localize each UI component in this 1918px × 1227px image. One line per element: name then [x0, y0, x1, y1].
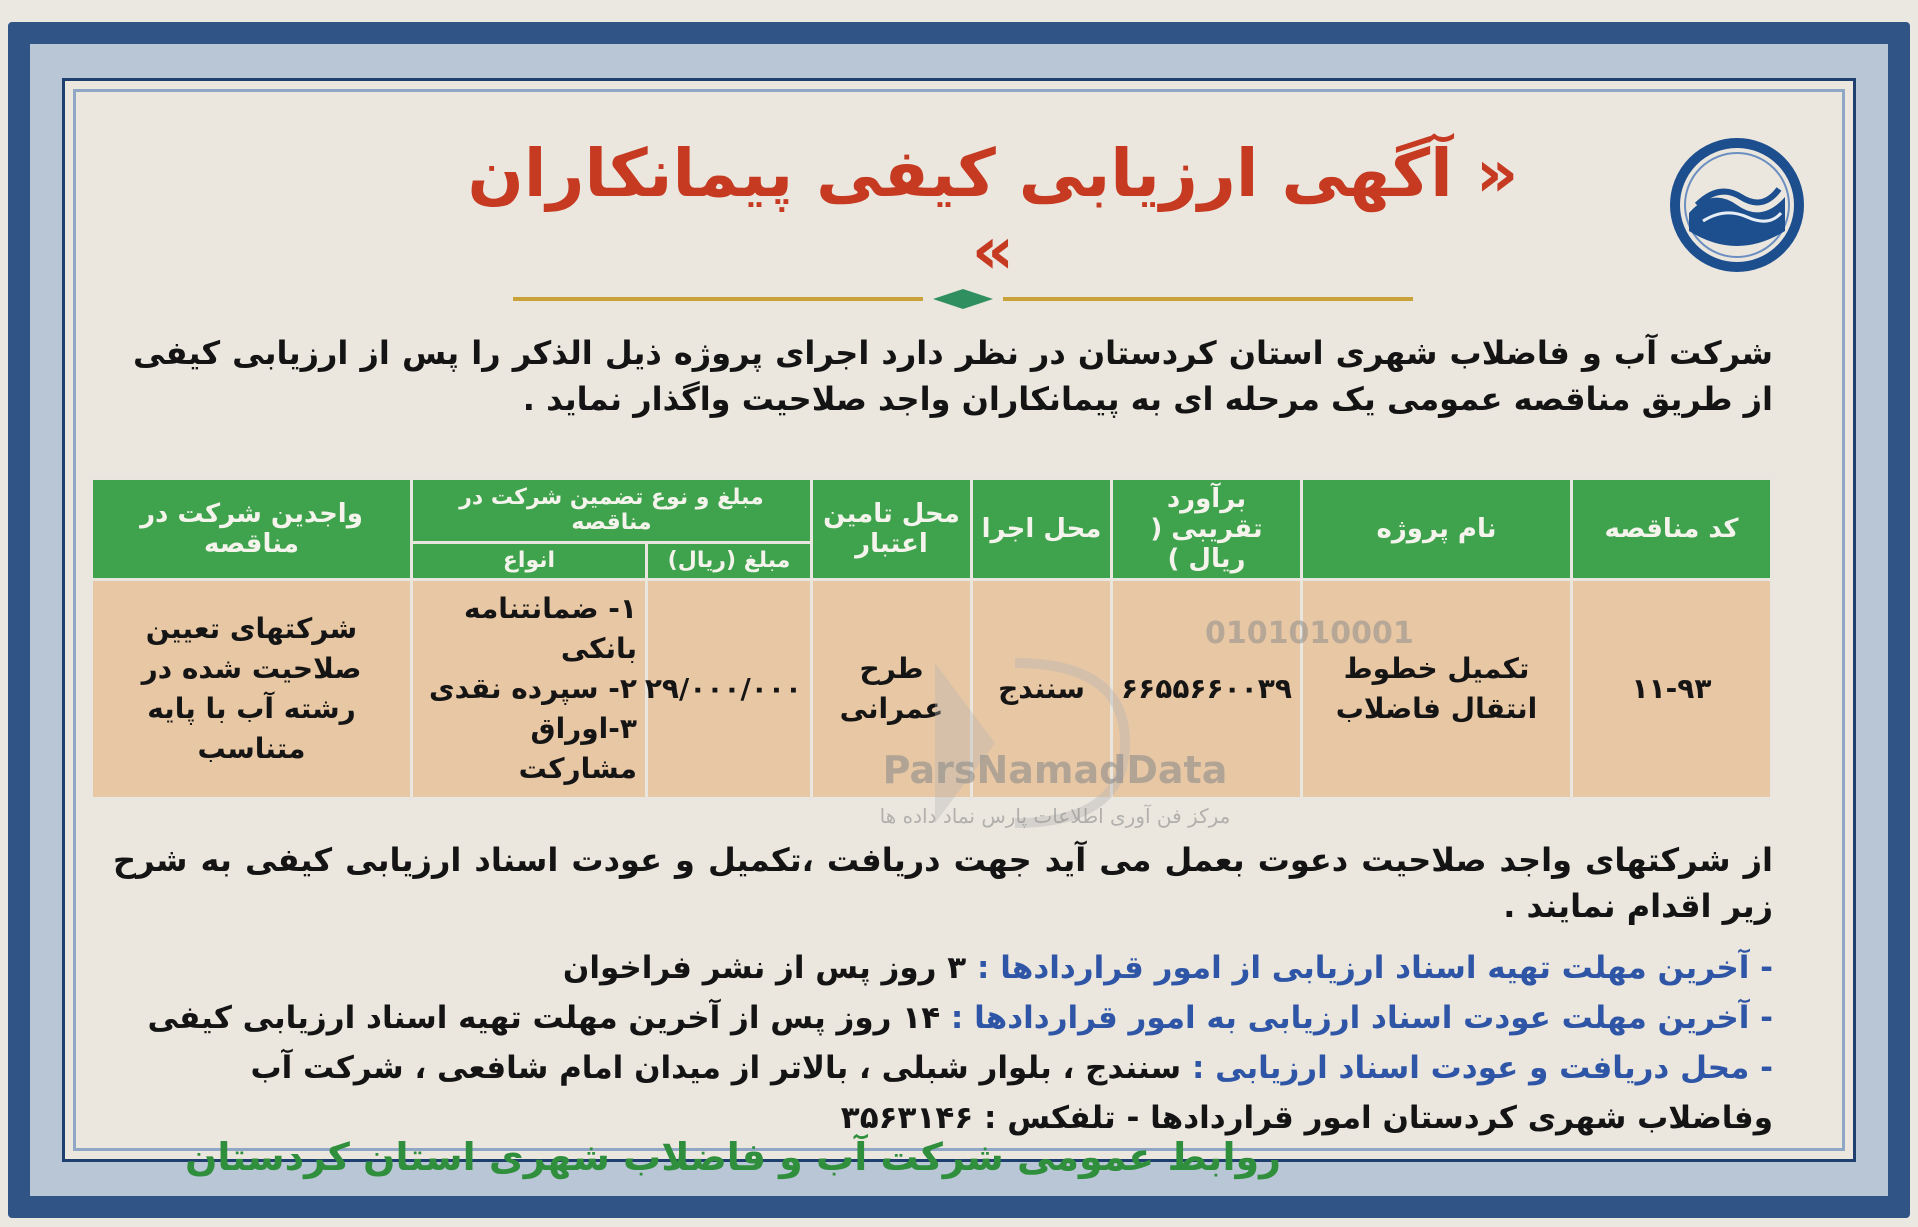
cell-estimate: ۶۶۵۵۶۶۰۰۳۹ — [1112, 580, 1302, 799]
list-item — [113, 943, 1773, 993]
item-value: سنندج ، بلوار شبلی ، بالاتر از میدان امام شافعی ، شرکت آب وفاضلاب شهری کردستان امور قراردادها - تلفکس : ۳۵۶۳۱۴۶ — [250, 1050, 1773, 1136]
table-row — [92, 580, 1772, 799]
cell-amount: ۲۹/۰۰۰/۰۰۰ — [647, 580, 812, 799]
guarantee-type-2: ۲- سپرده نقدی — [429, 672, 637, 705]
tender-table — [90, 477, 1773, 800]
inner-frame — [62, 78, 1856, 1179]
outer-frame — [8, 22, 1910, 1218]
item-label: - محل دریافت و عودت اسناد ارزیابی : — [1191, 1050, 1773, 1086]
list-item — [113, 993, 1773, 1043]
item-label: - آخرین مهلت تهیه اسناد ارزیابی از امور قراردادها : — [977, 950, 1773, 986]
header-types: انواع — [412, 542, 647, 580]
header-eligible: واجدین شرکت در مناقصه — [92, 479, 412, 580]
item-value: ۳ روز پس از نشر فراخوان — [562, 950, 977, 986]
item-value: ۱۴ روز پس از آخرین مهلت تهیه اسناد ارزیابی کیفی — [147, 1000, 951, 1036]
cell-project: تکمیل خطوط انتقال فاضلاب — [1302, 580, 1572, 799]
cell-funding: طرح عمرانی — [812, 580, 972, 799]
cell-types — [412, 580, 647, 799]
list-item — [113, 1043, 1773, 1143]
watermark-tagline: مرکز فن آوری اطلاعات پارس نماد داده ها — [879, 804, 1231, 828]
guarantee-type-3: ۳-اوراق مشارکت — [518, 712, 637, 785]
water-company-logo-icon — [1667, 135, 1807, 275]
deadline-list — [113, 943, 1773, 1143]
cell-code: ۱۱-۹۳ — [1572, 580, 1772, 799]
header-funding: محل تامین اعتبار — [812, 479, 972, 580]
watermark-digits: 0101010001 — [1205, 616, 1414, 651]
header-estimate: برآورد تقریبی ( ریال ) — [1112, 479, 1302, 580]
public-relations-signature: روابط عمومی شرکت آب و فاضلاب شهری استان کردستان — [185, 1135, 1281, 1179]
title-underline-ornament — [513, 287, 1413, 311]
invitation-paragraph: از شرکتهای واجد صلاحیت دعوت بعمل می آید جهت دریافت ،تکمیل و عودت اسناد ارزیابی کیفی به شرح زیر اقدام نمایند . — [113, 841, 1773, 925]
header-project: نام پروژه — [1302, 479, 1572, 580]
advertisement-content — [105, 95, 1813, 1179]
header-code: کد مناقصه — [1572, 479, 1772, 580]
cell-eligible: شرکتهای تعیین صلاحیت شده در رشته آب با پایه متناسب — [92, 580, 412, 799]
item-label: - آخرین مهلت عودت اسناد ارزیابی به امور قراردادها : — [950, 1000, 1773, 1036]
intro-paragraph: شرکت آب و فاضلاب شهری استان کردستان در نظر دارد اجرای پروژه ذیل الذکر را پس از ارزیابی کیفی از طریق مناقصه عمومی یک مرحله ای به پیمانکاران واجد صلاحیت واگذار نماید . — [133, 334, 1773, 418]
cell-location: سنندج — [972, 580, 1112, 799]
page-title: « آگهی ارزیابی کیفی پیمانکاران » — [467, 135, 1519, 289]
guarantee-type-1: ۱- ضمانتنامه بانکی — [463, 592, 637, 665]
header-amount: مبلغ (ریال) — [647, 542, 812, 580]
header-guarantee-group: مبلغ و نوع تضمین شرکت در مناقصه — [412, 479, 812, 543]
watermark-brand: ParsNamadData — [882, 748, 1228, 792]
header-location: محل اجرا — [972, 479, 1112, 580]
